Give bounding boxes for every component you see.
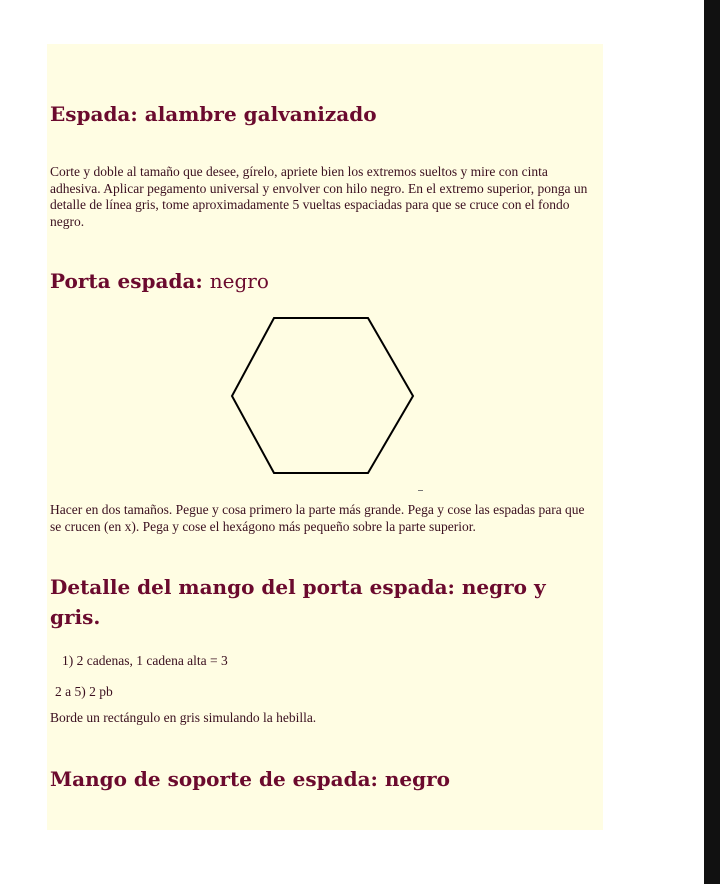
dash-mark xyxy=(418,490,423,491)
heading-rest: negro xyxy=(209,269,269,293)
heading-rest: alambre galvanizado xyxy=(144,102,377,126)
section-heading-espada xyxy=(50,99,377,129)
section-heading-detalle-mango: Detalle del mango del porta espada: negro y gris. xyxy=(50,575,546,629)
hexagon-diagram xyxy=(230,316,416,476)
hexagon-shape xyxy=(232,318,413,473)
window-edge-bar xyxy=(704,0,720,884)
pattern-step-1: 1) 2 cadenas, 1 cadena alta = 3 xyxy=(62,653,228,668)
paragraph-porta-espada: Hacer en dos tamaños. Pegue y cosa primero la parte más grande. Pega y cose las espadas para que se crucen (en x). Pega y cose el hexágono más pequeño sobre la parte superior. xyxy=(50,502,585,534)
section-heading-porta-espada xyxy=(50,266,269,296)
heading-bold: Porta espada: xyxy=(50,269,203,293)
pattern-step-2: 2 a 5) 2 pb xyxy=(55,684,113,699)
heading-bold: Espada: xyxy=(50,102,138,126)
paragraph-espada: Corte y doble al tamaño que desee, gírelo, apriete bien los extremos sueltos y mire con cinta adhesiva. Aplicar pegamento universal y envolver con hilo negro. En el extremo superior, ponga un detalle de línea gris, tome aproximadamente 5 vueltas espaciadas para que se cruce con el fondo negro. xyxy=(50,164,588,229)
document-page xyxy=(47,44,603,830)
section-heading-mango-soporte: Mango de soporte de espada: negro xyxy=(50,767,450,791)
paragraph-detalle-mango: Borde un rectángulo en gris simulando la hebilla. xyxy=(50,710,317,725)
